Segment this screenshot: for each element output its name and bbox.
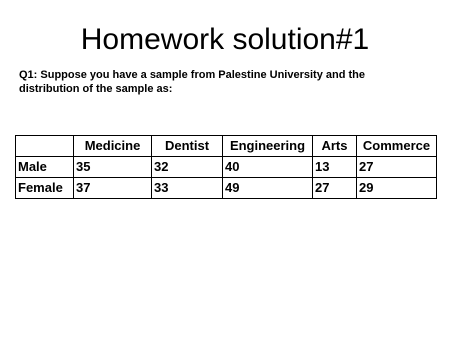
table-header-cell: Medicine: [74, 136, 152, 157]
question-line: distribution of the sample as:: [19, 83, 173, 95]
table-row: [16, 157, 437, 178]
distribution-table: [15, 135, 437, 199]
table-cell: 35: [74, 157, 152, 178]
table-header-cell: Arts: [313, 136, 357, 157]
question-text: [19, 68, 419, 96]
table-header-cell: Engineering: [223, 136, 313, 157]
table-cell: 29: [357, 178, 437, 199]
table-header-cell: Commerce: [357, 136, 437, 157]
table-cell: 33: [152, 178, 223, 199]
table-cell: 27: [357, 157, 437, 178]
table-cell: 49: [223, 178, 313, 199]
table-header-cell: Dentist: [152, 136, 223, 157]
slide-title: Homework solution#1: [80, 23, 370, 56]
table-header-cell: [16, 136, 74, 157]
table-header-row: [16, 136, 437, 157]
table-cell: 27: [313, 178, 357, 199]
question-line: Q1: Suppose you have a sample from Palestine University and the: [19, 69, 365, 81]
table-cell: 13: [313, 157, 357, 178]
table-cell: 32: [152, 157, 223, 178]
row-label: Female: [16, 178, 74, 199]
table-cell: 37: [74, 178, 152, 199]
table-cell: 40: [223, 157, 313, 178]
row-label: Male: [16, 157, 74, 178]
table-row: [16, 178, 437, 199]
